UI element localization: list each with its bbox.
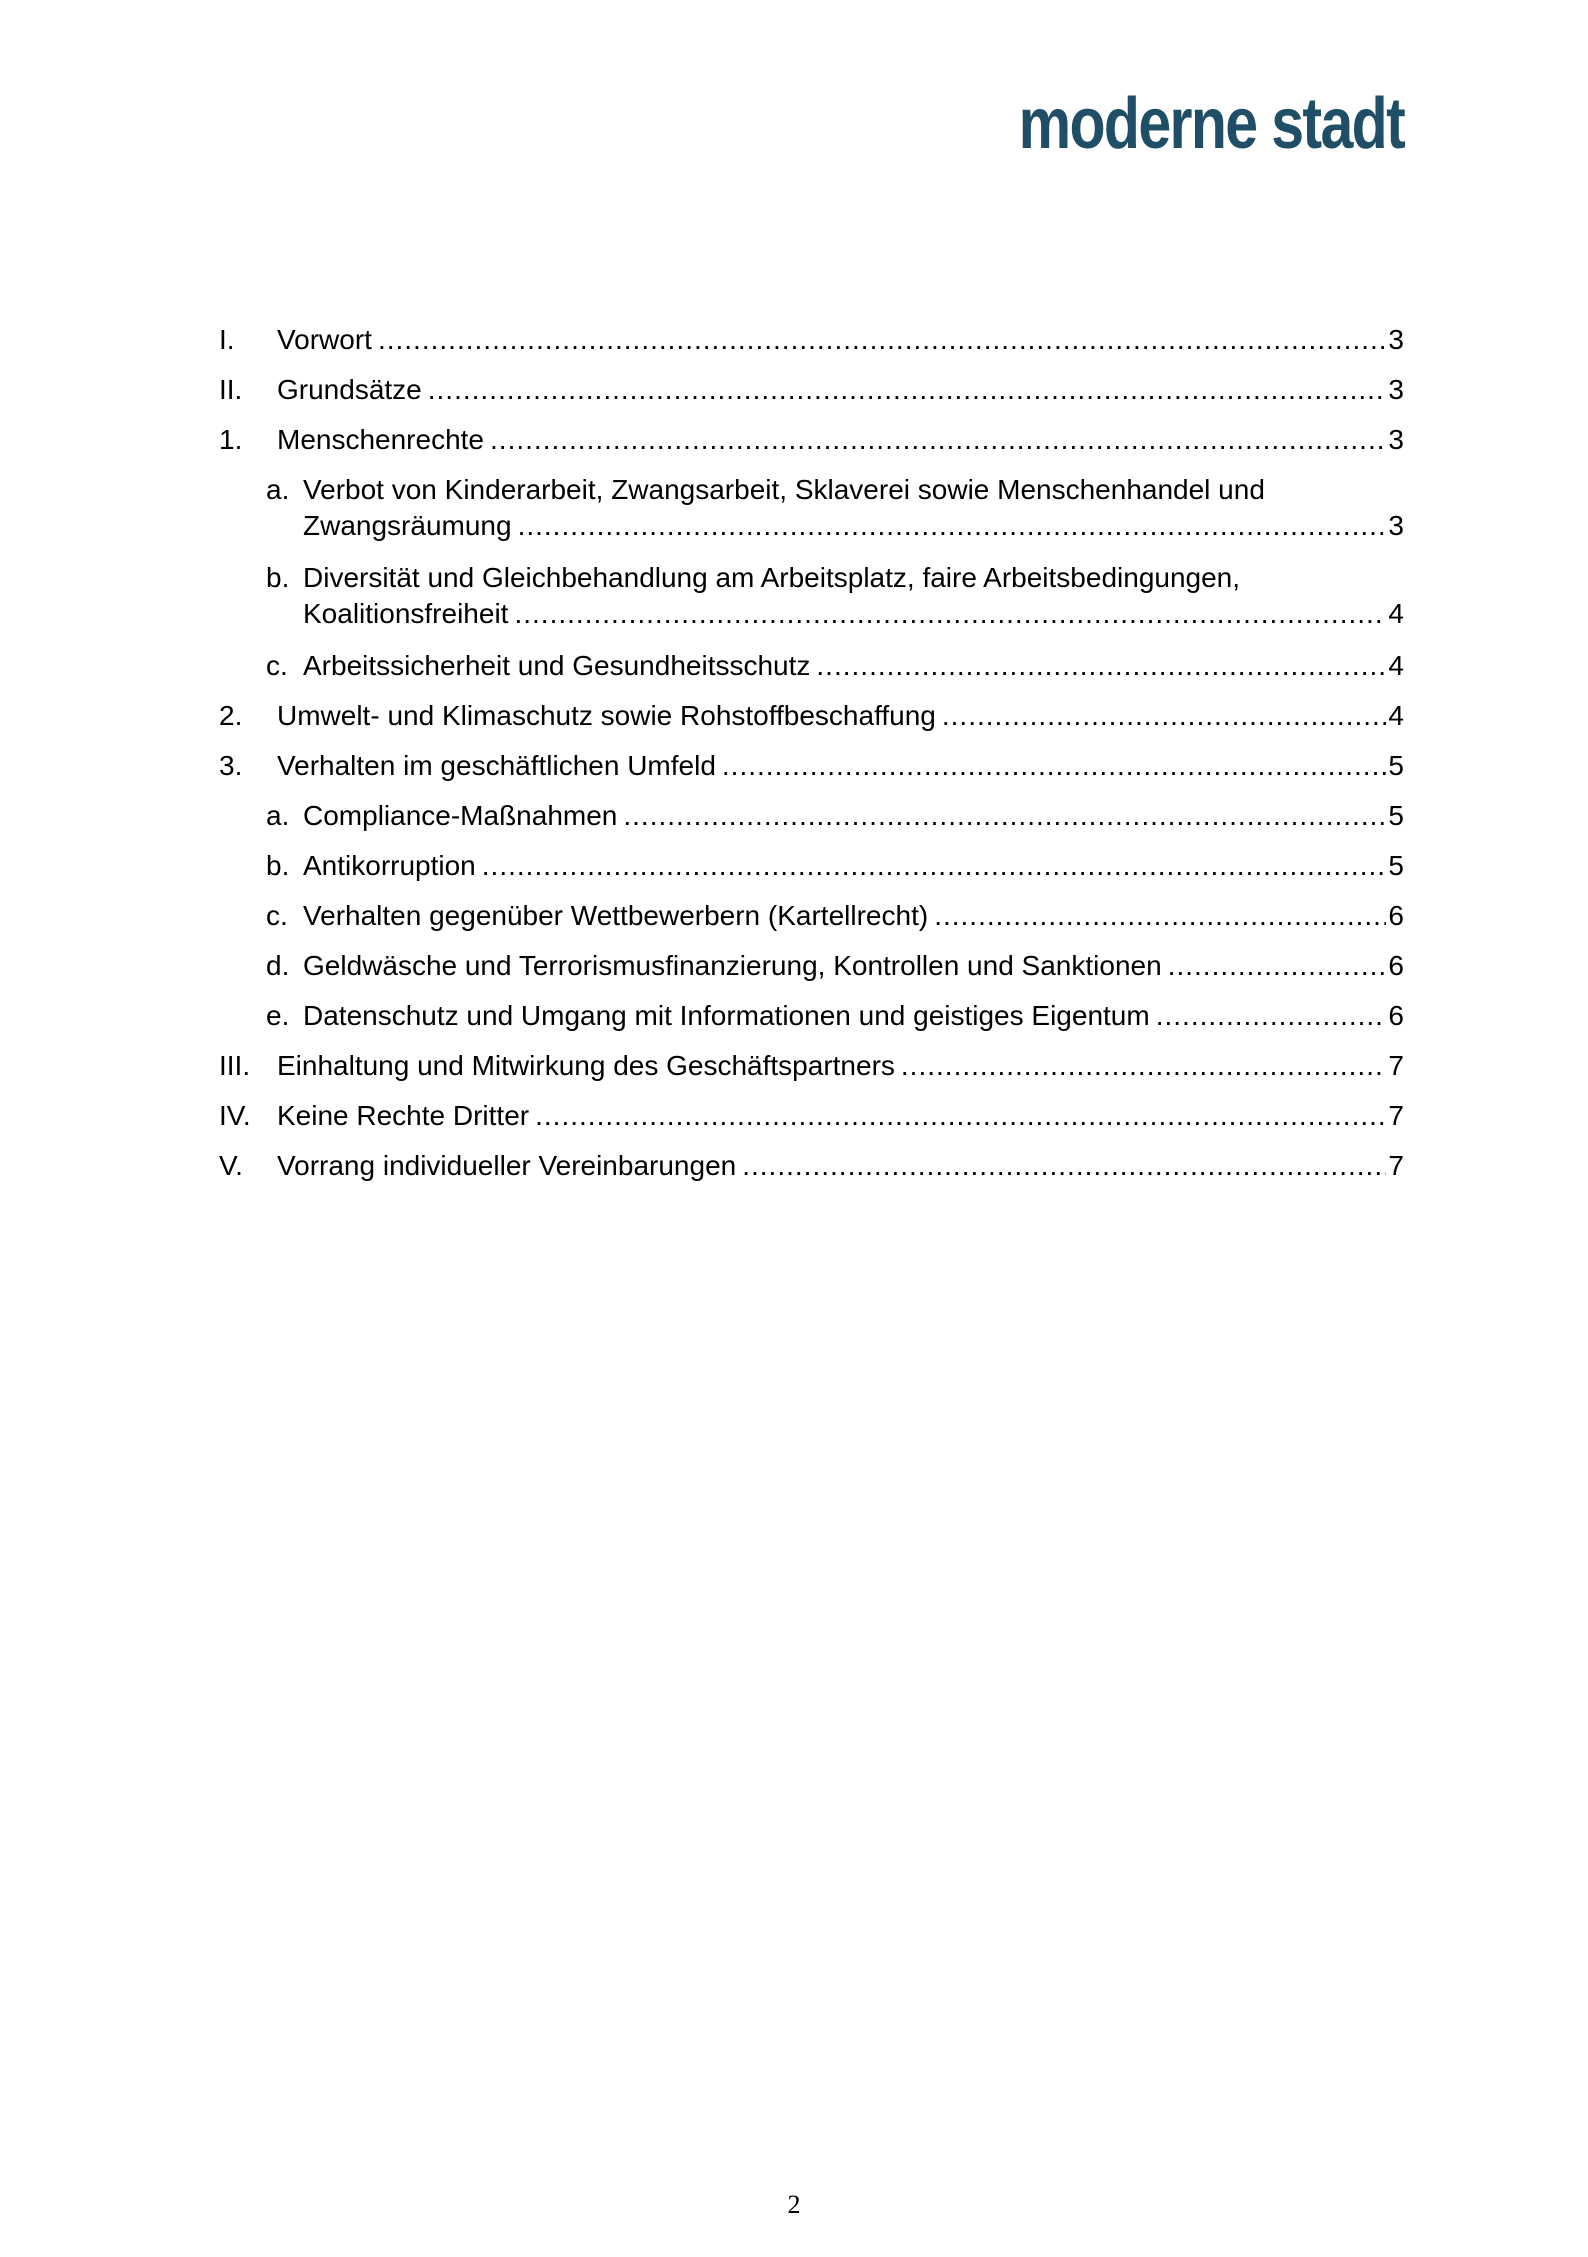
toc-entry-title-line1: Verbot von Kinderarbeit, Zwangsarbeit, Sklaverei sowie Menschenhandel und (303, 474, 1265, 505)
toc-entry-number: 1. (219, 424, 243, 455)
toc-leader-dots (742, 1148, 1386, 1184)
toc-entry-title: Antikorruption (303, 850, 476, 881)
toc-entry-number: c. (266, 900, 288, 931)
toc-leader-dots (378, 322, 1386, 358)
toc-entry-title-line2: Koalitionsfreiheit (303, 598, 509, 629)
toc-entry-page: 3 (1388, 510, 1404, 541)
toc-entry-compliance[interactable] (219, 798, 1404, 834)
toc-entry-einhaltung[interactable] (219, 1048, 1404, 1084)
toc-entry-page: 3 (1388, 324, 1404, 355)
toc-entry-page: 4 (1388, 650, 1404, 681)
toc-entry-number: IV. (219, 1100, 251, 1131)
toc-entry-page: 7 (1388, 1050, 1404, 1081)
toc-leader-dots (901, 1048, 1387, 1084)
toc-entry-number: II. (219, 374, 243, 405)
toc-entry-page: 5 (1388, 800, 1404, 831)
toc-leader-dots (816, 648, 1386, 684)
toc-entry-arbeitssicherheit[interactable] (219, 648, 1404, 684)
toc-entry-rechte-dritter[interactable] (219, 1098, 1404, 1134)
toc-leader-dots (722, 748, 1387, 784)
toc-entry-title-line1: Diversität und Gleichbehandlung am Arbeitsplatz, faire Arbeitsbedingungen, (303, 562, 1241, 593)
toc-entry-diversitaet[interactable] (219, 560, 1404, 632)
toc-entry-title: Compliance-Maßnahmen (303, 800, 618, 831)
toc-entry-number: III. (219, 1050, 251, 1081)
toc-entry-datenschutz[interactable] (219, 998, 1404, 1034)
toc-entry-title: Vorwort (277, 324, 372, 355)
toc-entry-kartellrecht[interactable] (219, 898, 1404, 934)
toc-leader-dots (490, 422, 1386, 458)
toc-entry-title: Menschenrechte (277, 424, 485, 455)
toc-entry-title: Umwelt- und Klimaschutz sowie Rohstoffbeschaffung (277, 700, 936, 731)
toc-entry-geldwaesche[interactable] (219, 948, 1404, 984)
toc-entry-page: 3 (1388, 424, 1404, 455)
toc-entry-number: e. (266, 1000, 290, 1031)
toc-entry-number: d. (266, 950, 290, 981)
toc-entry-grundsaetze[interactable] (219, 372, 1404, 408)
toc-entry-number: V. (219, 1150, 243, 1181)
toc-entry-title-line2: Zwangsräumung (303, 510, 512, 541)
toc-leader-dots (934, 898, 1386, 934)
toc-entry-number: b. (266, 562, 290, 593)
toc-entry-page: 5 (1388, 850, 1404, 881)
toc-entry-page: 7 (1388, 1100, 1404, 1131)
toc-entry-title: Grundsätze (277, 374, 422, 405)
toc-entry-verhalten[interactable] (219, 748, 1404, 784)
toc-entry-number: 3. (219, 750, 243, 781)
toc-entry-page: 5 (1388, 750, 1404, 781)
company-logo: moderne stadt (1018, 84, 1404, 164)
toc-entry-number: I. (219, 324, 235, 355)
toc-entry-title: Geldwäsche und Terrorismusfinanzierung, Kontrollen und Sanktionen (303, 950, 1162, 981)
toc-entry-title: Arbeitssicherheit und Gesundheitsschutz (303, 650, 811, 681)
toc-entry-page: 4 (1388, 700, 1404, 731)
toc-entry-page: 6 (1388, 1000, 1404, 1031)
table-of-contents (219, 322, 1404, 1198)
toc-entry-number: 2. (219, 700, 243, 731)
toc-leader-dots (1156, 998, 1387, 1034)
toc-entry-number: a. (266, 474, 290, 505)
toc-entry-number: c. (266, 650, 288, 681)
toc-entry-number: b. (266, 850, 290, 881)
toc-entry-title: Verhalten gegenüber Wettbewerbern (Kartellrecht) (303, 900, 929, 931)
page-number: 2 (787, 2190, 801, 2219)
toc-entry-page: 4 (1388, 598, 1404, 629)
toc-entry-page: 6 (1388, 900, 1404, 931)
toc-entry-page: 7 (1388, 1150, 1404, 1181)
toc-entry-title: Vorrang individueller Vereinbarungen (277, 1150, 737, 1181)
toc-entry-vorrang[interactable] (219, 1148, 1404, 1184)
toc-leader-dots (428, 372, 1387, 408)
toc-entry-umweltschutz[interactable] (219, 698, 1404, 734)
toc-entry-title: Datenschutz und Umgang mit Informationen und geistiges Eigentum (303, 1000, 1150, 1031)
toc-entry-title: Verhalten im geschäftlichen Umfeld (277, 750, 716, 781)
toc-entry-antikorruption[interactable] (219, 848, 1404, 884)
toc-leader-dots (518, 508, 1387, 544)
toc-entry-menschenrechte[interactable] (219, 422, 1404, 458)
toc-leader-dots (623, 798, 1386, 834)
toc-entry-title: Keine Rechte Dritter (277, 1100, 530, 1131)
toc-entry-page: 6 (1388, 950, 1404, 981)
toc-leader-dots (514, 596, 1386, 632)
toc-leader-dots (942, 698, 1387, 734)
toc-entry-number: a. (266, 800, 290, 831)
toc-leader-dots (482, 848, 1387, 884)
toc-entry-page: 3 (1388, 374, 1404, 405)
toc-leader-dots (535, 1098, 1386, 1134)
toc-entry-kinderarbeit[interactable] (219, 472, 1404, 544)
toc-leader-dots (1168, 948, 1387, 984)
toc-entry-title: Einhaltung und Mitwirkung des Geschäftspartners (277, 1050, 895, 1081)
toc-entry-vorwort[interactable] (219, 322, 1404, 358)
